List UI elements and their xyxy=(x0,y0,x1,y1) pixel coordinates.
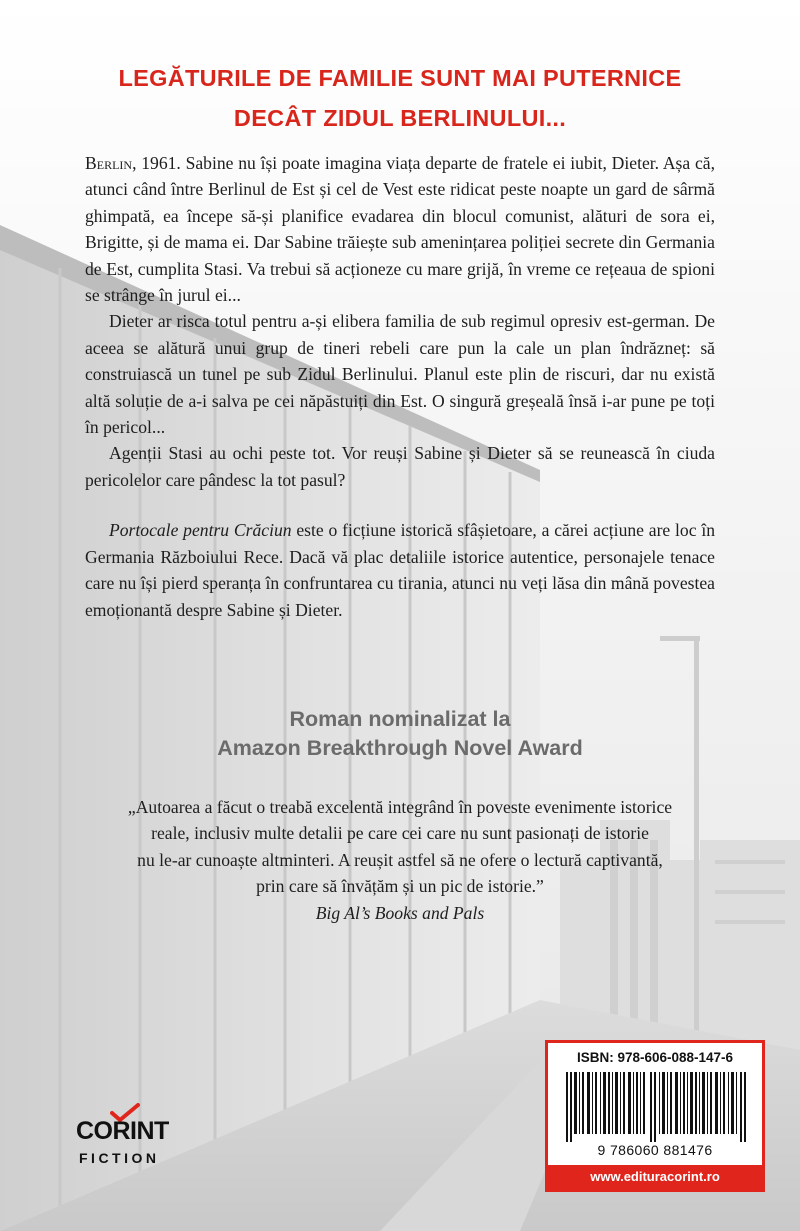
headline-line-2: DECÂT ZIDUL BERLINULUI... xyxy=(233,105,567,131)
review-line-4: prin care să învățăm și un pic de istorie.” xyxy=(256,876,544,897)
barcode-digits: 9 786060 881476 xyxy=(597,1142,713,1158)
publisher-name: CORINT xyxy=(76,1117,169,1145)
synopsis xyxy=(85,150,715,623)
synopsis-paragraph-1-text: , 1961. Sabine nu își poate imagina viața departe de fratele ei iubit, Dieter. Așa că, atunci când între Berlinul de Est și cel de Vest este ridicat peste noapte un gard de sârmă ghimpată, ea începe să-și planifice evadarea din blocul comunist, alături de sora ei, Brigitte, și de mama ei. Dar Sabine trăiește sub amenințarea poliției secrete din Germania de Est, cumplita Stasi. Va trebui să acționeze cu mare grijă, în vreme ce rețeaua de spioni se strânge în jurul ei... xyxy=(85,153,715,306)
award-line-2: Amazon Breakthrough Novel Award xyxy=(217,736,583,760)
headline-line-1: LEGĂTURILE DE FAMILIE SUNT MAI PUTERNICE xyxy=(118,65,682,91)
review-source: Big Al’s Books and Pals xyxy=(315,902,485,923)
synopsis-place: Berlin xyxy=(85,153,133,173)
isbn-label: ISBN: 978-606-088-147-6 xyxy=(576,1050,734,1065)
synopsis-paragraph-2: Dieter ar risca totul pentru a-și elibera familia de sub regimul opresiv est-german. De aceea se alătură unui grup de tineri rebeli care pun la cale un plan îndrăzneț: să construiască un tunel pe sub Zidul Berlinului. Planul este plin de riscuri, dar nu există altă soluție de a-i salva pe cei năpăstuiți din Est. O singură greșeală însă i-ar pune pe toți în pericol... xyxy=(85,311,715,438)
award-line-1: Roman nominalizat la xyxy=(289,707,511,731)
review-line-3: nu le-ar cunoaște altminteri. A reușit astfel să ne ofere o lectură captivantă, xyxy=(137,849,663,870)
publisher-logo xyxy=(72,1101,182,1181)
award-nomination xyxy=(0,705,800,763)
publisher-website: www.edituracorint.ro xyxy=(548,1165,762,1189)
review-line-1: „Autoarea a făcut o treabă excelentă integrând în poveste evenimente istorice xyxy=(127,797,673,817)
synopsis-paragraph-4 xyxy=(85,517,715,623)
review-line-2: reale, inclusiv multe detalii pe care cei care nu sunt pasionați de istorie xyxy=(151,823,649,844)
barcode xyxy=(562,1072,752,1142)
review-quote xyxy=(100,794,700,926)
book-title: Portocale pentru Crăciun xyxy=(109,520,292,541)
synopsis-paragraph-3: Agenții Stasi au ochi peste tot. Vor reuși Sabine și Dieter să se reunească în ciuda pericolelor care pândesc la tot pasul? xyxy=(85,443,715,490)
synopsis-paragraph-4-text: este o ficțiune istorică sfâșietoare, a cărei acțiune are loc în Germania Războiului Rece. Dacă vă plac detaliile istorice autentice, personajele tenace care nu își pierd speranța în confruntarea cu tirania, atunci nu veți lăsa din mână povestea emoționantă despre Sabine și Dieter. xyxy=(85,520,716,620)
publisher-imprint: FICTION xyxy=(79,1150,160,1166)
headline xyxy=(0,58,800,138)
synopsis-paragraph-1 xyxy=(85,150,715,308)
isbn-barcode-box xyxy=(545,1040,765,1192)
